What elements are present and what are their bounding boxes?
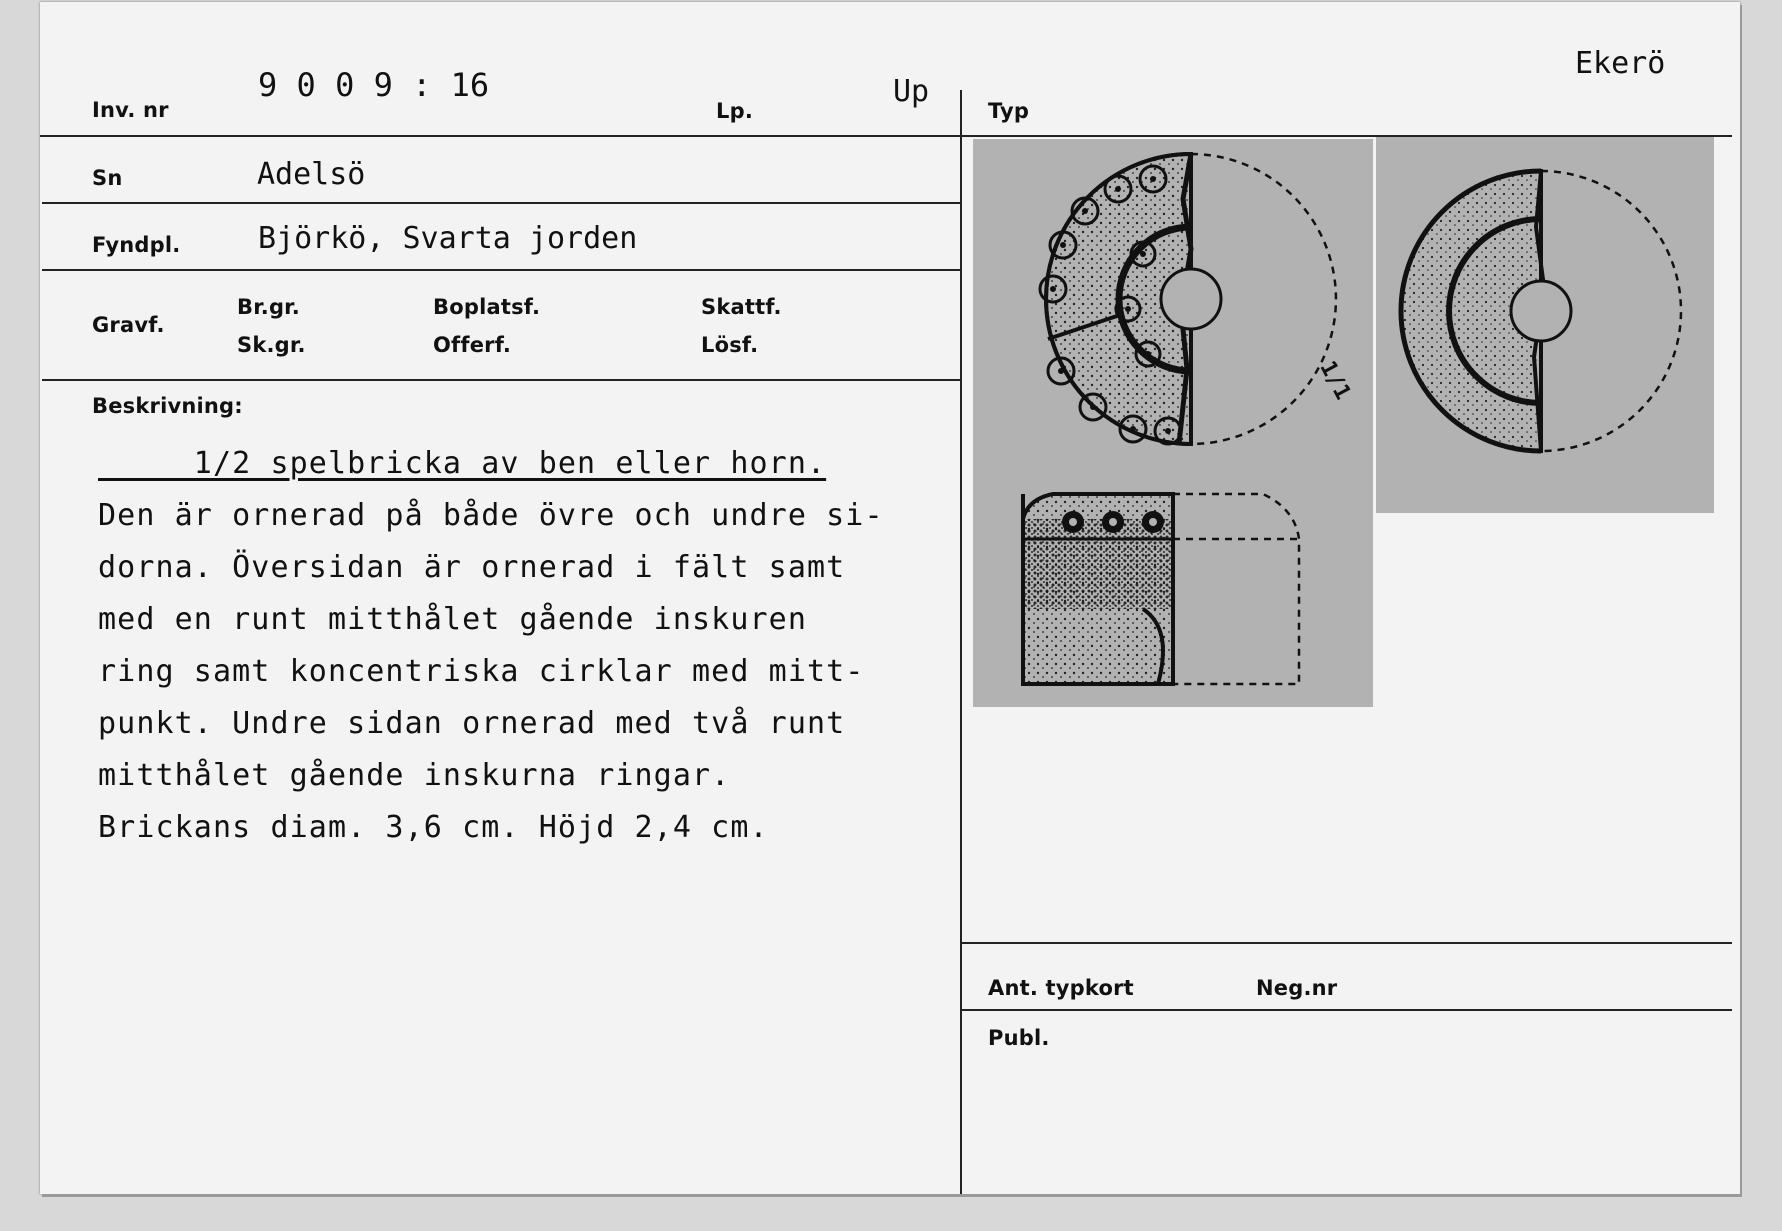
boplatsf-label: Boplatsf. (433, 295, 541, 319)
skattf-label: Skattf. (701, 295, 782, 319)
neg-nr-label: Neg.nr (1256, 976, 1338, 1000)
brgr-label: Br.gr. (237, 295, 300, 319)
fyndpl-value: Björkö, Svarta jorden (258, 221, 638, 256)
description-line: Brickans diam. 3,6 cm. Höjd 2,4 cm. (98, 810, 769, 845)
catalogue-card (40, 2, 1740, 1194)
description-line: Den är ornerad på både övre och undre si- (98, 498, 884, 533)
description-line: med en runt mitthålet gående inskuren (98, 602, 807, 637)
description-line: 1/2 spelbricka av ben eller horn. (98, 446, 827, 481)
fyndpl-label: Fyndpl. (92, 233, 181, 257)
description-line: punkt. Undre sidan ornerad med två runt (98, 706, 846, 741)
publ-label: Publ. (988, 1026, 1050, 1050)
losf-label: Lösf. (701, 333, 759, 357)
scale-label: 1/1 (1314, 357, 1356, 404)
divider-header (40, 135, 960, 137)
inv-nr-value: 9 0 0 9 : 16 (258, 66, 490, 104)
sn-value: Adelsö (257, 157, 366, 192)
offerf-label: Offerf. (433, 333, 512, 357)
inv-nr-label: Inv. nr (92, 98, 169, 122)
drawing-upper-side (973, 139, 1373, 707)
description-line: ring samt koncentriska cirklar med mitt- (98, 654, 865, 689)
divider-ant-top (962, 942, 1732, 944)
harad-value: Ekerö (1575, 46, 1666, 81)
column-divider (960, 90, 962, 1194)
divider-ant-bottom (962, 1009, 1732, 1011)
gravf-label: Gravf. (92, 313, 165, 337)
divider-sn (42, 202, 960, 204)
description-line: mitthålet gående inskurna ringar. (98, 758, 731, 793)
typ-label: Typ (988, 99, 1030, 123)
lp-label: Lp. (716, 99, 753, 123)
sn-label: Sn (92, 166, 123, 190)
drawing-lower-side (1376, 137, 1714, 513)
divider-gravf (42, 379, 960, 381)
landskap-value: Up (893, 74, 930, 109)
description-line: dorna. Översidan är ornerad i fält samt (98, 550, 846, 585)
ant-typkort-label: Ant. typkort (988, 976, 1134, 1000)
divider-fyndpl (42, 269, 960, 271)
beskrivning-label: Beskrivning: (92, 394, 243, 418)
skgr-label: Sk.gr. (237, 333, 306, 357)
